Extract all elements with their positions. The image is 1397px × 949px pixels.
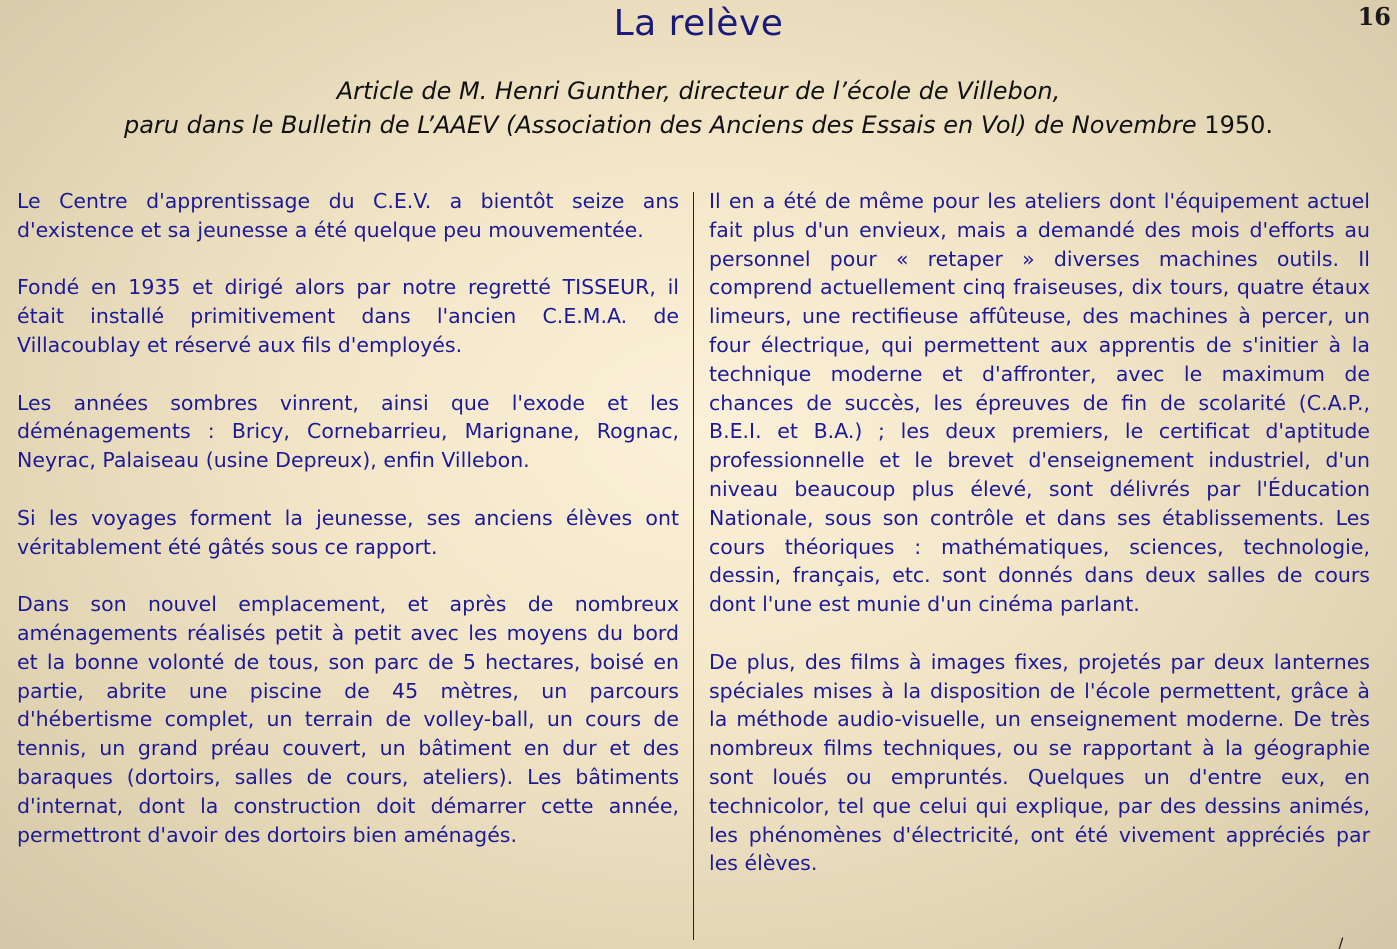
subtitle-period: . (1265, 111, 1274, 139)
left-paragraph-2: Fondé en 1935 et dirigé alors par notre regretté TISSEUR, il était installé primitivement dans l'ancien C.E.M.A. de Villacoublay et réservé aux fils d'employés. (17, 275, 679, 357)
left-paragraph-3: Les années sombres vinrent, ainsi que l'exode et les déménagements : Bricy, Cornebarrieu, Marignane, Rognac, Neyrac, Palaiseau (usine Depreux), enfin Villebon. (17, 390, 679, 473)
subtitle-line-2-text: paru dans le Bulletin de L’AAEV (Association des Anciens des Essais en Vol) de Novembre (123, 111, 1197, 139)
page-title: La relève (613, 3, 784, 44)
right-paragraph-1: Il en a été de même pour les ateliers dont l'équipement actuel fait plus d'un envieux, mais a demandé des mois d'efforts au personnel pour « retaper » diverses machines outils. Il comprend actuellement cinq fraiseuses, dix tours, quatre étaux limeurs, une rectifieuse affûteuse, des machines à percer, un four électrique, qui permettent aux apprentis de s'initier à la technique moderne et d'affronter, avec le maximum de chances de succès, les épreuves de fin de scolarité (C.A.P., B.E.I. et B.A.) ; les deux premiers, le certificat d'aptitude professionnelle et le brevet d'enseignement industriel, d'un niveau beaucoup plus élevé, sont délivrés par l'Éducation Nationale, sous son contrôle et dans ses établissements. Les cours théoriques : mathématiques, sciences, technologie, dessin, français, etc. sont donnés dans deux salles de cours dont l'une est munie d'un cinéma parlant. (709, 189, 1370, 617)
left-paragraph-5: Dans son nouvel emplacement, et après de nombreux aménagements réalisés petit à petit avec les moyens du bord et la bonne volonté de tous, son parc de 5 hectares, boisé en partie, abrite une piscine de 45 mètres, un parcours d'hébertisme complet, un terrain de volley-ball, un cours de tennis, un grand préau couvert, un bâtiment en dur et des baraques (dortoirs, salles de cours, ateliers). Les bâtiments d'internat, dont la construction doit démarrer cette année, permettront d'avoir des dortoirs bien aménagés. (17, 592, 679, 847)
continuation-mark: / (1338, 934, 1344, 949)
left-paragraph-1: Le Centre d'apprentissage du C.E.V. a bientôt seize ans d'existence et sa jeunesse a été quelque peu mouvementée. (17, 189, 679, 242)
page-number: 16 (1357, 2, 1391, 31)
article-subtitle (0, 74, 1397, 142)
right-column (709, 187, 1370, 907)
subtitle-year: 1950 (1204, 111, 1266, 139)
column-divider (693, 192, 694, 940)
right-paragraph-2: De plus, des films à images fixes, projetés par deux lanternes spéciales mises à la disposition de l'école permettent, grâce à la méthode audio-visuelle, un enseignement moderne. De très nombreux films techniques, ou se rapportant à la géographie sont loués ou empruntés. Quelques un d'entre eux, en technicolor, tel que celui qui explique, par des dessins animés, les phénomènes d'électricité, ont été vivement appréciés par les élèves. (709, 649, 1370, 876)
subtitle-line-1: Article de M. Henri Gunther, directeur de l’école de Villebon, (336, 77, 1061, 105)
left-column (17, 187, 679, 878)
subtitle-line-2 (0, 108, 1397, 142)
left-paragraph-4: Si les voyages forment la jeunesse, ses anciens élèves ont véritablement été gâtés sous ce rapport. (17, 505, 679, 559)
